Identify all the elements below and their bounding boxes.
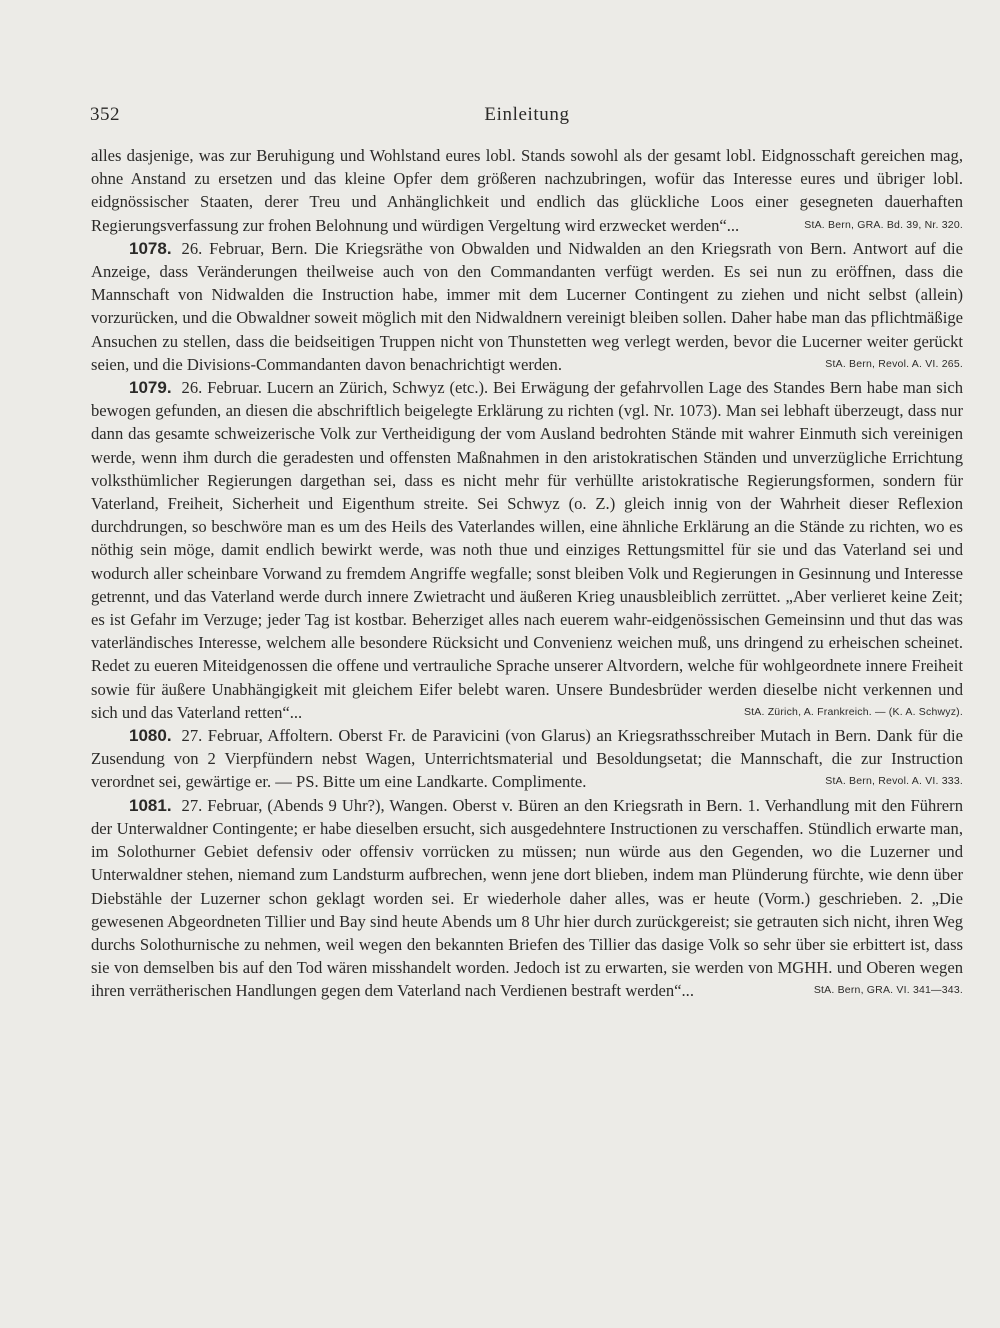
- entry-number: 1081.: [129, 795, 172, 815]
- document-body: [91, 144, 963, 1003]
- entry-number: 1078.: [129, 238, 172, 258]
- archive-citation: StA. Bern, GRA. VI. 341—343.: [813, 984, 963, 997]
- document-entry: [91, 794, 963, 1003]
- document-entry: [91, 724, 963, 794]
- page-number: 352: [90, 104, 120, 125]
- archive-citation: StA. Bern, GRA. Bd. 39, Nr. 320.: [804, 218, 963, 231]
- entry-text: 26. Februar. Lucern an Zürich, Schwyz (etc.). Bei Erwägung der gefahrvollen Lage des Standes Bern habe man sich bewogen gefunden, an diesen die abschriftlich beigelegte Erklärung zu richten (vgl. Nr. 1073). Man sei lebhaft überzeugt, dass nur dann das gesamte schweizerische Volk zur Vertheidigung der vom Ausland bedrohten Stände mit wahrer Einmuth sich vereinigen werde, wenn ihm durch die geradesten und offensten Maßnahmen in den aristokratischen Ständen und unverzügliche Errichtung volksthümlicher Regierungen dargethan sei, dass es nicht mehr für verhüllte aristokratische Regierungsformen, sondern für Vaterland, Freiheit, Sicherheit und Eigenthum streite. Sei Schwyz (o. Z.) gleich innig von der Wahrheit dieser Reflexion durchdrungen, so beschwöre man es um des Heils des Vaterlandes willen, eine ähnliche Erklärung an die Stände zu richten, wo es nöthig sein möge, damit endlich bewirkt werde, was noth thue und einziges Rettungsmittel für sie und das Vaterland sei und wodurch aller scheinbare Vorwand zu fremdem Angriffe wegfalle; sonst bleiben Volk und Regierungen in Gesinnung und Interesse getrennt, und das Vaterland werde durch innere Zwietracht und äußeren Krieg unausbleiblich zerrüttet. „Aber verlieret keine Zeit; es ist Gefahr im Verzuge; jeder Tag ist kostbar. Beherziget alles nach euerem wahr-eidgenössischen Gemeinsinn und thut das was vaterländisches Interesse, welchem alle besondere Rücksicht und Convenienz weichen muß, uns dringend zu erheischen scheinet. Redet zu eueren Miteidgenossen die offene und vertrauliche Sprache unserer Altvordern, welche für wohlgeordnete innere Freiheit sowie für äußere Unabhängigkeit mit gleichem Eifer belebt waren. Unsere Bundesbrüder werden dieselbe nicht verkennen und sich und das Vaterland retten“...: [91, 378, 963, 722]
- document-entry: [91, 376, 963, 724]
- entry-number: 1080.: [129, 726, 172, 746]
- archive-citation: StA. Bern, Revol. A. VI. 333.: [825, 775, 963, 788]
- intro-paragraph: [91, 144, 963, 237]
- running-title: Einleitung: [484, 104, 570, 125]
- entry-text: 26. Februar, Bern. Die Kriegsräthe von Obwalden und Nidwalden an den Kriegsrath von Bern. Antwort auf die Anzeige, dass Veränderungen theilweise auch von den Commandanten verfügt werden. Es sei nun zu eröffnen, dass die Mannschaft von Nidwalden die Instruction habe, immer mit dem Lucerner Contingent zu ziehen und nicht selbst (allein) vorzurücken, und die Obwaldner soweit möglich mit den Nidwaldnern vereinigt bleiben sollen. Daher habe man das pflichtmäßige Ansuchen zu stellen, dass die beidseitigen Truppen nicht von Thunstetten weg verlegt werden, bevor die Lucerner weiter gerückt seien, und die Divisions-Commandanten davon benachrichtigt werden.: [91, 238, 963, 374]
- entry-number: 1079.: [129, 378, 172, 398]
- entry-text: 27. Februar, Affoltern. Oberst Fr. de Paravicini (von Glarus) an Kriegsrathsschreiber Mutach in Bern. Dank für die Zusendung von 2 Vierpfündern nebst Wagen, Unterrichtsmaterial und Besoldungsetat; die Mannschaft, die zur Instruction verordnet sei, gewärtige er. — PS. Bitte um eine Landkarte. Complimente.: [91, 726, 963, 792]
- document-entry: [91, 237, 963, 376]
- page-header: [90, 104, 964, 130]
- entry-text: 27. Februar, (Abends 9 Uhr?), Wangen. Oberst v. Büren an den Kriegsrath in Bern. 1. Verhandlung mit den Führern der Unterwaldner Contingente; er habe dieselben ersucht, sich ausgedehntere Instructionen zu verschaffen. Stündlich erwarte man, im Solothurner Gebiet defensiv oder offensiv vorrücken zu müssen; nun würde aus den Gegenden, wo die Luzerner und Unterwaldner stehen, niemand zum Landsturm aufbrechen, wenn jene dort blieben, indem man Plünderung fürchte, wie denn über Diebstähle der Luzerner schon geklagt worden sei. Er wiederhole daher alles, was er heute (Vorm.) geschrieben. 2. „Die gewesenen Abgeordneten Tillier und Bay sind heute Abends um 8 Uhr hier durch zurückgereist; sie getrauten sich nicht, ihren Weg durchs Solothurnische zu nehmen, weil wegen den bekannten Briefen des Tillier das dasige Volk so sehr über sie erbittert ist, dass sie von demselben bis auf den Tod wären misshandelt worden. Jedoch ist zu erwarten, sie werden von MGHH. und Oberen wegen ihren verrätherischen Handlungen gegen dem Vaterland nach Verdienen bestraft werden“...: [91, 795, 963, 1001]
- archive-citation: StA. Zürich, A. Frankreich. — (K. A. Schwyz).: [743, 705, 963, 718]
- archive-citation: StA. Bern, Revol. A. VI. 265.: [825, 357, 963, 370]
- intro-text: alles dasjenige, was zur Beruhigung und Wohlstand eures lobl. Stands sowohl als der gesamt lobl. Eidgnosschaft gereichen mag, ohne Anstand zu ersetzen und das kleine Opfer dem größeren nachzubringen, wofür das Interesse eures und übriger lobl. eidgnössischer Staaten, derer Treu und Anhänglichkeit und endlich das glückliche Loos einer gesegneten dauerhaften Regierungsverfassung zur frohen Belohnung und würdigen Vergeltung wird erzwecket werden“...: [91, 146, 963, 235]
